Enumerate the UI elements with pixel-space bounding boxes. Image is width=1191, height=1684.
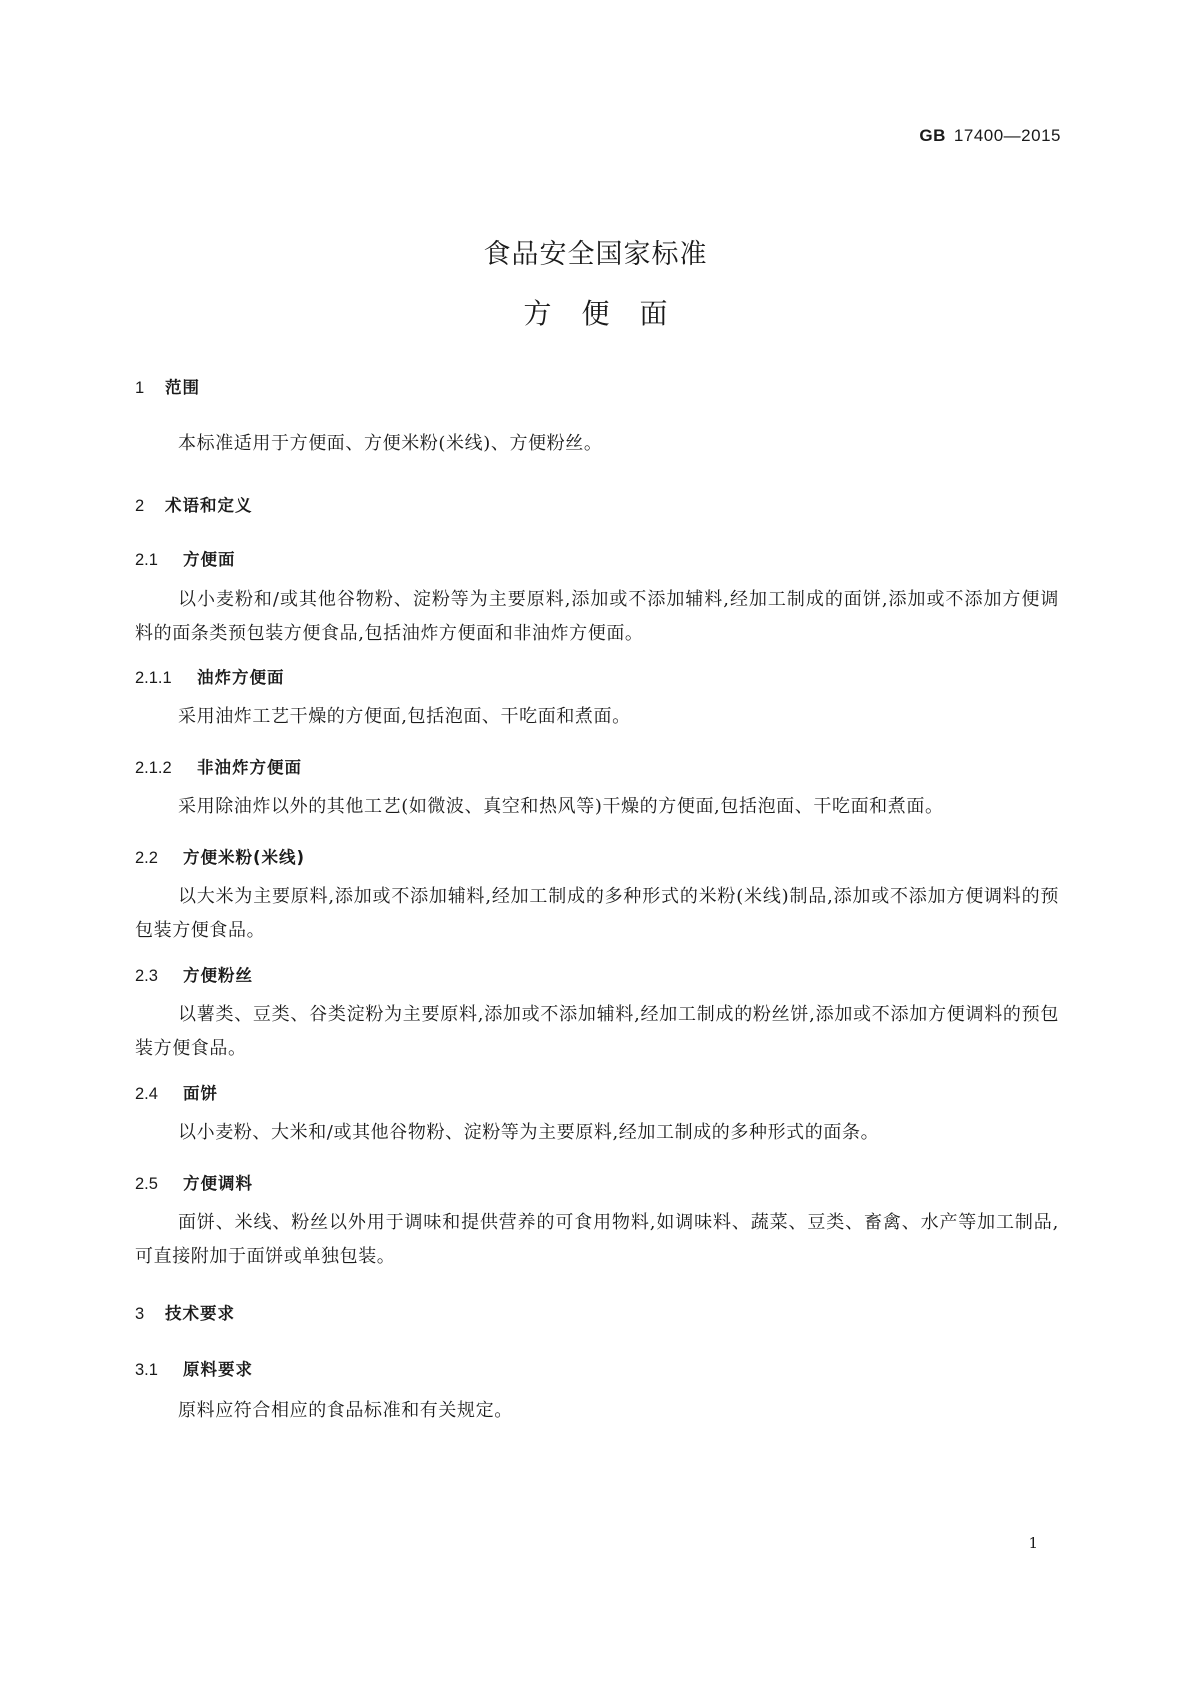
section-title: 方便米粉(米线) — [183, 848, 306, 867]
section-number: 3.1 — [135, 1361, 158, 1379]
section-number: 3 — [135, 1305, 145, 1323]
section-number: 2.2 — [135, 849, 158, 867]
section-heading-3-1 — [135, 1356, 253, 1380]
section-heading-2-2 — [135, 844, 305, 868]
section-heading-2-4 — [135, 1080, 218, 1104]
section-number: 1 — [135, 379, 145, 397]
section-heading-2 — [135, 492, 253, 516]
section-heading-2-5 — [135, 1170, 253, 1194]
section-title: 技术要求 — [165, 1304, 235, 1323]
section-heading-2-1-2 — [135, 754, 302, 778]
section-title: 方便粉丝 — [183, 966, 253, 985]
section-title: 范围 — [165, 378, 200, 397]
section-heading-3 — [135, 1300, 235, 1324]
section-number: 2.3 — [135, 967, 158, 985]
section-title: 原料要求 — [183, 1360, 253, 1379]
section-title: 非油炸方便面 — [197, 758, 302, 777]
section-text-2-4: 以小麦粉、大米和/或其他谷物粉、淀粉等为主要原料,经加工制成的多种形式的面条。 — [178, 1122, 880, 1143]
section-number: 2.1.2 — [135, 759, 172, 777]
standard-code — [919, 126, 1061, 146]
section-number: 2.1 — [135, 551, 158, 569]
section-number: 2.1.1 — [135, 669, 172, 687]
document-subtitle: 方便面 — [523, 297, 698, 330]
section-number: 2 — [135, 497, 145, 515]
standard-number: 17400—2015 — [953, 126, 1061, 145]
section-text-2-1-1: 采用油炸工艺干燥的方便面,包括泡面、干吃面和煮面。 — [178, 706, 631, 727]
section-number: 2.5 — [135, 1175, 158, 1193]
section-text-2-2: 以大米为主要原料,添加或不添加辅料,经加工制成的多种形式的米粉(米线)制品,添加或不添加方便调料的预包装方便食品。 — [135, 886, 1059, 941]
section-title: 方便调料 — [183, 1174, 253, 1193]
section-title: 方便面 — [183, 550, 236, 569]
section-heading-2-1 — [135, 546, 236, 570]
section-number: 2.4 — [135, 1085, 158, 1103]
section-heading-2-1-1 — [135, 664, 285, 688]
section-text-3-1: 原料应符合相应的食品标准和有关规定。 — [178, 1400, 513, 1421]
section-text-2-1: 以小麦粉和/或其他谷物粉、淀粉等为主要原料,添加或不添加辅料,经加工制成的面饼,添加或不添加方便调料的面条类预包装方便食品,包括油炸方便面和非油炸方便面。 — [135, 589, 1059, 644]
section-text-2-5: 面饼、米线、粉丝以外用于调味和提供营养的可食用物料,如调味料、蔬菜、豆类、畜禽、水产等加工制品,可直接附加于面饼或单独包装。 — [135, 1212, 1059, 1267]
section-heading-1 — [135, 374, 200, 398]
standard-prefix: GB — [919, 126, 946, 145]
section-text-1: 本标准适用于方便面、方便米粉(米线)、方便粉丝。 — [178, 433, 603, 454]
section-title: 术语和定义 — [165, 496, 253, 515]
section-heading-2-3 — [135, 962, 253, 986]
document-title: 食品安全国家标准 — [483, 239, 708, 270]
page-number: 1 — [1028, 1534, 1038, 1552]
section-title: 面饼 — [183, 1084, 218, 1103]
section-title: 油炸方便面 — [197, 668, 285, 687]
section-text-2-3: 以薯类、豆类、谷类淀粉为主要原料,添加或不添加辅料,经加工制成的粉丝饼,添加或不添加方便调料的预包装方便食品。 — [135, 1004, 1059, 1059]
section-text-2-1-2: 采用除油炸以外的其他工艺(如微波、真空和热风等)干燥的方便面,包括泡面、干吃面和煮面。 — [178, 796, 944, 817]
